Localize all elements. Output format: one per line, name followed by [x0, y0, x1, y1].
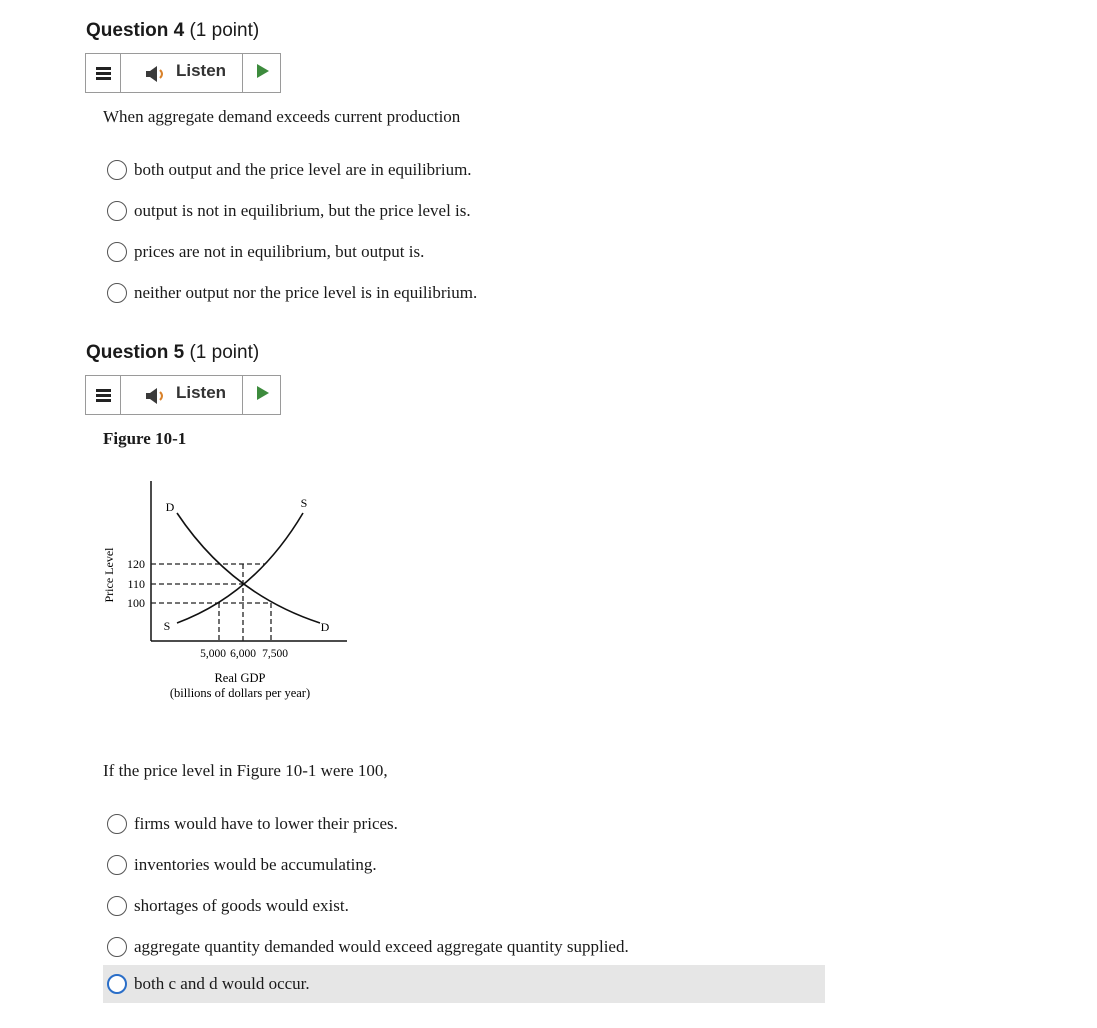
- x-tick-label: 5,000: [200, 648, 226, 660]
- q5-option-a[interactable]: [103, 805, 398, 843]
- demand-label-top: D: [165, 500, 175, 514]
- play-icon: [256, 384, 270, 402]
- supply-curve: [177, 513, 303, 623]
- y-axis-label: Price Level: [102, 547, 116, 603]
- option-label: inventories would be accumulating.: [134, 855, 377, 874]
- question-4-header: [86, 20, 259, 42]
- aggregate-supply-demand-chart: [95, 475, 355, 705]
- option-label: shortages of goods would exist.: [134, 896, 349, 915]
- q4-option-d[interactable]: [103, 274, 477, 312]
- radio-button[interactable]: [107, 937, 127, 957]
- listen-toolbar: [85, 53, 281, 93]
- option-label: both output and the price level are in equilibrium.: [134, 160, 472, 179]
- option-label: aggregate quantity demanded would exceed aggregate quantity supplied.: [134, 937, 629, 956]
- question-points: (1 point): [189, 20, 260, 41]
- radio-button[interactable]: [107, 896, 127, 916]
- q5-option-c[interactable]: [103, 887, 349, 925]
- x-tick-label: 6,000: [230, 648, 256, 660]
- supply-label-bottom: S: [163, 619, 171, 633]
- y-tick-label: 110: [127, 577, 145, 591]
- x-axis-sublabel: (billions of dollars per year): [169, 686, 311, 700]
- question-4-prompt: When aggregate demand exceeds current production: [103, 107, 461, 126]
- radio-button[interactable]: [107, 242, 127, 262]
- figure-title: Figure 10-1: [103, 429, 187, 448]
- q5-option-d[interactable]: [103, 928, 629, 966]
- speaker-icon: [144, 65, 170, 83]
- question-5-prompt: If the price level in Figure 10-1 were 100,: [103, 761, 388, 780]
- menu-icon[interactable]: [86, 376, 121, 414]
- option-label: neither output nor the price level is in equilibrium.: [134, 283, 478, 302]
- demand-curve: [177, 513, 320, 623]
- play-button[interactable]: [242, 376, 281, 414]
- q5-option-e[interactable]: [103, 965, 825, 1003]
- menu-icon[interactable]: [86, 54, 121, 92]
- q4-option-a[interactable]: [103, 151, 472, 189]
- question-points: (1 point): [189, 342, 260, 363]
- q5-option-b[interactable]: [103, 846, 377, 884]
- listen-button[interactable]: Listen: [176, 383, 227, 402]
- radio-button[interactable]: [107, 974, 127, 994]
- x-tick-label: 7,500: [262, 648, 288, 660]
- question-number: Question 4: [86, 20, 185, 41]
- listen-toolbar: [85, 375, 281, 415]
- question-5-header: [86, 342, 259, 364]
- play-icon: [256, 62, 270, 80]
- radio-button[interactable]: [107, 855, 127, 875]
- x-axis-label: Real GDP: [214, 671, 266, 685]
- play-button[interactable]: [242, 54, 281, 92]
- option-label: firms would have to lower their prices.: [134, 814, 398, 833]
- supply-label-top: S: [300, 496, 308, 510]
- radio-button[interactable]: [107, 814, 127, 834]
- question-number: Question 5: [86, 342, 185, 363]
- radio-button[interactable]: [107, 201, 127, 221]
- radio-button[interactable]: [107, 160, 127, 180]
- option-label: both c and d would occur.: [134, 974, 310, 993]
- option-label: prices are not in equilibrium, but output is.: [134, 242, 425, 261]
- speaker-icon: [144, 387, 170, 405]
- demand-label-bottom: D: [320, 620, 330, 634]
- radio-button[interactable]: [107, 283, 127, 303]
- listen-button[interactable]: Listen: [176, 61, 227, 80]
- q4-option-c[interactable]: [103, 233, 424, 271]
- y-tick-label: 120: [127, 557, 145, 571]
- option-label: output is not in equilibrium, but the price level is.: [134, 201, 471, 220]
- y-tick-label: 100: [127, 596, 145, 610]
- q4-option-b[interactable]: [103, 192, 471, 230]
